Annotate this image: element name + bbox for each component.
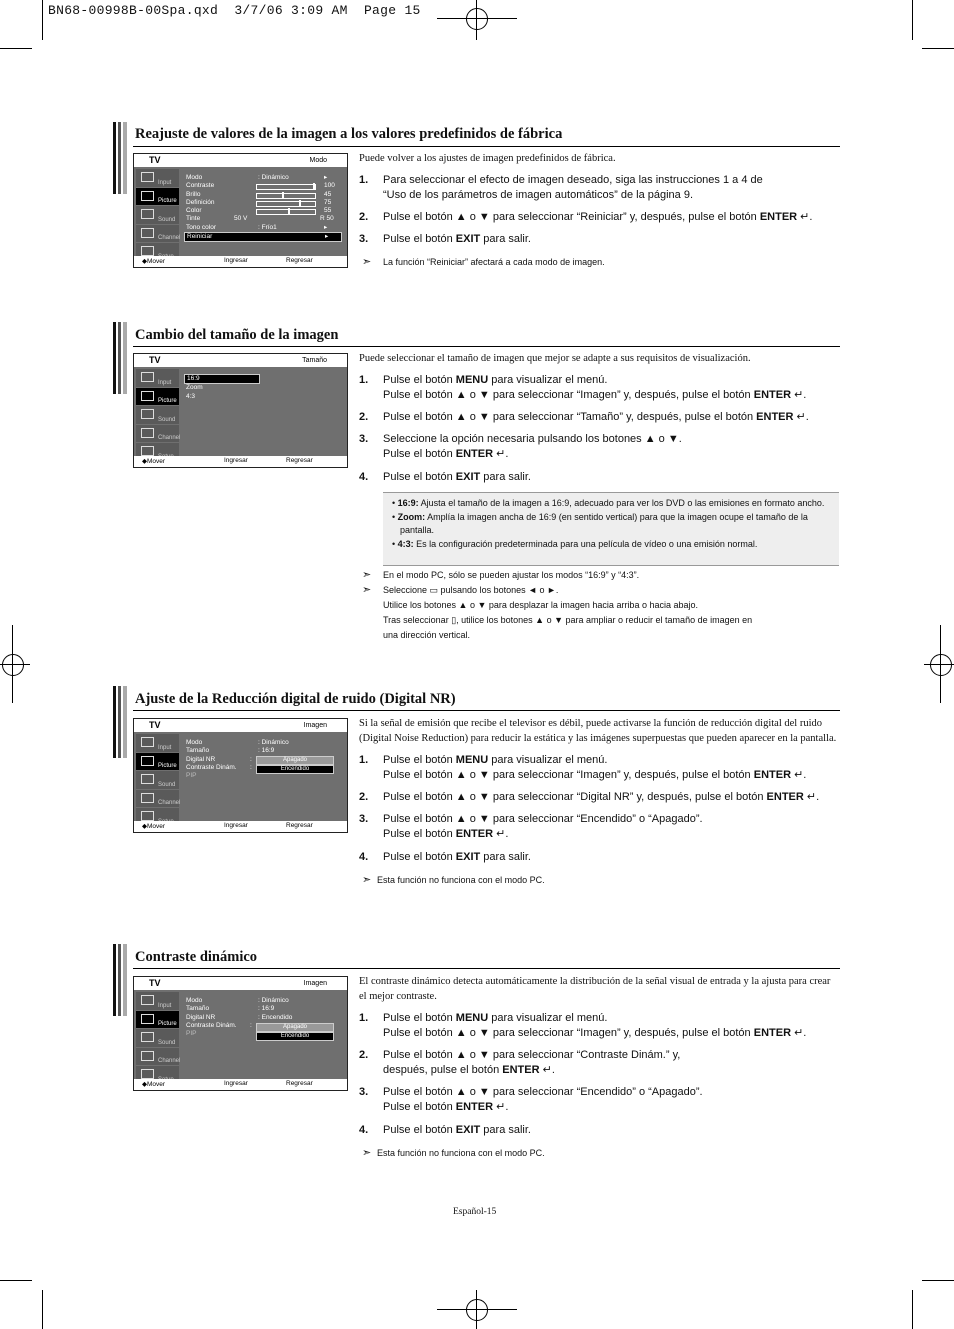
enter-key: ENTER (455, 1101, 494, 1113)
step-text: para visualizar el menú. (488, 754, 608, 766)
step-text: Pulse el botón ▲ o ▼ para seleccionar “Tamaño” y, después, pulse el botón (383, 411, 757, 423)
step-num: 3. (359, 813, 369, 825)
osd-key: Contraste Dinám. (186, 763, 237, 771)
osd-footer (134, 821, 347, 832)
osd-footer (134, 1079, 347, 1090)
osd-footer (134, 456, 347, 467)
osd-side-label: Picture (158, 198, 177, 204)
enter-key: ENTER (753, 769, 792, 781)
info-text: Es la configuración predeterminada para una película de vídeo o una emisión normal. (413, 538, 758, 549)
osd-foot: Regresar (286, 457, 313, 464)
channel-icon (141, 428, 154, 438)
osd-sidebar (136, 369, 179, 462)
info-box (383, 492, 839, 566)
step (359, 1123, 839, 1138)
osd-menu (184, 374, 260, 401)
osd-menu (184, 997, 342, 1038)
intro: El contraste dinámico detecta automáticamente la distribución de la señal visual de entrada y la ajusta para crear el mejor contraste. (359, 976, 831, 1002)
registration-line (476, 1290, 477, 1329)
osd-side-label: Picture (158, 398, 177, 404)
step-num: 2. (359, 791, 369, 803)
menu-key: MENU (455, 754, 489, 766)
enter-icon: ↵ (794, 769, 804, 781)
step-text: Pulse el botón (383, 1124, 456, 1136)
arrow-icon: ➣ (362, 584, 372, 596)
osd-option: Encendido (256, 1032, 334, 1041)
section-title: Cambio del tamaño de la imagen (135, 327, 339, 343)
step-text: Pulse el botón ▲ o ▼ para seleccionar “Imagen” y, después, pulse el botón (383, 1027, 754, 1039)
step-text: Pulse el botón ▲ o ▼ para seleccionar “Encendido” o “Apagado”. (383, 1086, 703, 1098)
note (359, 568, 839, 583)
info-text: Amplía la imagen ancha de 16:9 (en sentido vertical) para que la imagen ocupe el tamaño de la pantalla. (400, 511, 808, 535)
input-icon (141, 737, 154, 747)
step: 2. Pulse el botón ▲ o ▼ para seleccionar “Digital NR” y, después, pulse el botón ENTER ↵. (359, 791, 820, 803)
osd-key: Modo (186, 174, 203, 181)
registration-mark (466, 8, 488, 30)
osd-val: : Dinámico (258, 997, 289, 1004)
setup-icon (141, 246, 154, 256)
step-num: 1. (359, 374, 369, 386)
step-text: para visualizar el menú. (488, 1012, 608, 1024)
osd-num: 100 (324, 182, 335, 190)
osd-key: Brillo (186, 190, 201, 198)
tv-osd-screenshot (133, 153, 348, 268)
registration-mark (930, 654, 952, 676)
osd-key: Tono color (186, 223, 216, 231)
osd-header: Tamaño (302, 357, 327, 364)
file-header: BN68-00998B-00Spa.qxd 3/7/06 3:09 AM Page 15 (48, 3, 421, 18)
step-text: Pulse el botón ▲ o ▼ para seleccionar “Encendido” o “Apagado”. (383, 813, 703, 825)
section-bar (113, 944, 127, 1016)
crop-mark (922, 48, 954, 49)
enter-key: ENTER (502, 1064, 540, 1076)
step: 1. Pulse el botón MENU para visualizar el menú. Pulse el botón ▲ o ▼ para seleccionar “Imagen” y, después, pulse el botón ENTER ↵. (359, 374, 807, 401)
step: 2. Pulse el botón ▲ o ▼ para seleccionar “Tamaño” y, después, pulse el botón ENTER ↵. (359, 411, 809, 423)
note (359, 873, 839, 888)
registration-mark (2, 654, 24, 676)
info-key: 16:9: (397, 498, 419, 508)
step-text: Pulse el botón ▲ o ▼ para seleccionar “Contraste Dinám.” y, (383, 1049, 681, 1061)
step-text: Pulse el botón (383, 374, 456, 386)
osd-val: : Frío1 (258, 223, 277, 231)
section-rule (133, 968, 840, 969)
exit-key: EXIT (455, 851, 481, 863)
channel-icon (141, 228, 154, 238)
arrow-icon: ➣ (362, 569, 372, 581)
osd-side-label: Picture (158, 1021, 177, 1027)
section-bar (113, 686, 127, 758)
note-text: En el modo PC, sólo se pueden ajustar los modos “16:9” y “4:3”. (383, 570, 640, 580)
step-num: 2. (359, 411, 369, 423)
info-item: • Zoom: Amplía la imagen ancha de 16:9 (en sentido vertical) para que la imagen ocupe el tamaño de la pantalla. (392, 511, 808, 535)
osd-slider-knob (313, 183, 315, 190)
osd-num: ▸ (324, 223, 328, 231)
info-text: Ajusta el tamaño de la imagen a 16:9, adecuado para ver los DVD o las emisiones en formato ancho. (418, 498, 825, 508)
crop-mark (42, 0, 43, 40)
osd-slider-knob (288, 208, 290, 215)
registration-mark (466, 1299, 488, 1321)
registration-line (437, 18, 517, 19)
osd-key: Zoom (186, 384, 203, 392)
channel-icon (141, 793, 154, 803)
enter-icon: ↵ (796, 411, 806, 423)
section-bar (113, 322, 127, 394)
osd-option: Apagado (256, 1023, 334, 1032)
arrow-icon: ➣ (362, 1147, 372, 1159)
step-num: 2. (359, 211, 369, 223)
step-text: para salir. (480, 851, 531, 863)
step (359, 232, 839, 247)
registration-line (940, 625, 941, 703)
osd-key: Definición (186, 198, 215, 206)
osd-sidebar (136, 734, 179, 827)
step-text: Seleccione la opción necesaria pulsando los botones ▲ o ▼. (383, 433, 682, 445)
input-icon (141, 372, 154, 382)
step-text: para salir. (480, 233, 531, 245)
setup-icon (141, 1069, 154, 1079)
osd-option: Encendido (256, 765, 334, 774)
step-num: 1. (359, 754, 369, 766)
crop-mark (912, 0, 913, 40)
step-text: Pulse el botón (383, 471, 456, 483)
osd-num: ▸ (325, 233, 329, 241)
step: 2. Pulse el botón ▲ o ▼ para seleccionar “Contraste Dinám.” y, después, pulse el botón ENTER ↵. (359, 1049, 681, 1076)
osd-slider-knob (299, 200, 301, 207)
osd-side-label: Channel (158, 435, 181, 441)
osd-num: 75 (324, 198, 332, 206)
section-title: Reajuste de valores de la imagen a los valores predefinidos de fábrica (135, 126, 563, 142)
osd-key: 16:9 (187, 375, 200, 382)
osd-slider (256, 201, 316, 207)
step-text: para salir. (480, 471, 531, 483)
osd-key: Contraste Dinám. (186, 1021, 237, 1029)
osd-side-label: Input (158, 1002, 172, 1009)
note-text: una dirección vertical. (383, 630, 471, 640)
osd-side-label: Input (158, 179, 172, 186)
enter-icon: ↵ (794, 1027, 804, 1039)
osd-val: : Dinámico (258, 739, 289, 746)
osd-key: Tinte (186, 215, 201, 223)
osd-val: : 16:9 (258, 1005, 275, 1013)
osd-num: 55 (324, 207, 332, 215)
picture-icon (141, 191, 154, 201)
osd-num: 45 (324, 190, 332, 198)
osd-header: Imagen (303, 722, 327, 729)
osd-val: : (250, 763, 252, 771)
osd-key: Digital NR (186, 1013, 216, 1021)
note (359, 613, 839, 628)
step-num: 3. (359, 1086, 369, 1098)
step (359, 173, 839, 203)
osd-foot: Regresar (286, 257, 313, 264)
osd-side-label: Sound (158, 1039, 176, 1046)
osd-val: : Dinámico (258, 174, 289, 181)
crop-mark (912, 1290, 913, 1329)
osd-foot: Regresar (286, 1080, 313, 1087)
step-text: Pulse el botón ▲ o ▼ para seleccionar “Digital NR” y, después, pulse el botón (383, 791, 767, 803)
step-num: 1. (359, 1012, 369, 1024)
osd-brand: TV (149, 155, 161, 165)
osd-menu (184, 174, 342, 242)
setup-icon (141, 811, 154, 821)
osd-key: Reiniciar (187, 233, 213, 241)
crop-mark (0, 1280, 32, 1281)
osd-slider (256, 184, 316, 190)
picture-icon (141, 756, 154, 766)
step-num: 4. (359, 1124, 369, 1136)
enter-key: ENTER (753, 389, 792, 401)
note-text: Seleccione ▭ pulsando los botones ◄ o ►. (383, 585, 559, 595)
osd-side-label: Sound (158, 781, 176, 788)
osd-val: : (250, 1021, 252, 1029)
osd-key: 4:3 (186, 392, 196, 400)
step (359, 470, 839, 485)
osd-brand: TV (149, 355, 161, 365)
intro: Puede volver a los ajustes de imagen predefinidos de fábrica. (359, 153, 616, 164)
osd-brand: TV (149, 978, 161, 988)
osd-header: Modo (309, 157, 327, 164)
step: 3. Pulse el botón ▲ o ▼ para seleccionar “Encendido” o “Apagado”. Pulse el botón ENTER ↵. (359, 813, 703, 840)
section-body (359, 351, 839, 485)
step-text: Pulse el botón (383, 828, 456, 840)
step-text: Pulse el botón ▲ o ▼ para seleccionar “Imagen” y, después, pulse el botón (383, 389, 754, 401)
osd-side-label: Channel (158, 235, 181, 241)
info-key: 4:3: (397, 538, 414, 549)
registration-line (476, 0, 477, 40)
step-text: para salir. (480, 1124, 531, 1136)
osd-val: : Encendido (258, 1013, 293, 1021)
info-key: Zoom: (397, 511, 426, 522)
sound-icon (141, 409, 154, 419)
osd-option: Apagado (256, 756, 334, 765)
osd-slider (256, 193, 316, 199)
enter-icon: ↵ (496, 1101, 506, 1113)
notes (359, 568, 839, 643)
osd-val: : (250, 755, 252, 763)
note (359, 598, 839, 613)
osd-menu (184, 739, 342, 780)
note (359, 628, 839, 643)
step: 3. Pulse el botón ▲ o ▼ para seleccionar “Encendido” o “Apagado”. Pulse el botón ENTER ↵. (359, 1086, 703, 1113)
input-icon (141, 995, 154, 1005)
tv-osd-screenshot (133, 718, 348, 833)
step-text: Pulse el botón ▲ o ▼ para seleccionar “Reiniciar” y, después, pulse el botón (383, 211, 760, 223)
exit-key: EXIT (455, 471, 481, 483)
crop-mark (42, 1290, 43, 1329)
step-text: Pulse el botón (383, 851, 456, 863)
arrow-icon: ➣ (362, 874, 372, 886)
note (359, 1146, 839, 1161)
osd-key: Tamaño (186, 1005, 210, 1013)
step-num: 4. (359, 851, 369, 863)
osd-num: R 50 (320, 215, 334, 223)
tv-osd-screenshot (133, 976, 348, 1091)
step (359, 210, 839, 225)
step-num: 2. (359, 1049, 369, 1061)
step-text: Para seleccionar el efecto de imagen deseado, siga las instrucciones 1 a 4 de (383, 174, 763, 186)
input-icon (141, 172, 154, 182)
registration-line (12, 625, 13, 703)
page-number: Español-15 (453, 1207, 497, 1217)
note-text: Esta función no funciona con el modo PC. (377, 1148, 545, 1158)
osd-slider-knob (282, 192, 284, 199)
osd-key: Contraste (186, 182, 215, 190)
enter-key: ENTER (756, 411, 794, 423)
step-text: Pulse el botón ▲ o ▼ para seleccionar “Imagen” y, después, pulse el botón (383, 769, 754, 781)
osd-header: Imagen (303, 980, 327, 987)
section-rule (133, 710, 840, 711)
step-num: 3. (359, 433, 369, 445)
registration-line (924, 664, 954, 665)
enter-key: ENTER (766, 791, 804, 803)
sound-icon (141, 774, 154, 784)
osd-key: PIP (186, 772, 197, 780)
section-body (359, 974, 839, 1161)
osd-key: Tamaño (186, 747, 210, 755)
channel-icon (141, 1051, 154, 1061)
enter-key: ENTER (455, 828, 494, 840)
step-num: 3. (359, 233, 369, 245)
setup-icon (141, 446, 154, 456)
enter-icon: ↵ (496, 448, 506, 460)
step (359, 850, 839, 865)
osd-foot: Ingresar (224, 1080, 248, 1087)
section-title: Contraste dinámico (135, 949, 258, 965)
osd-key: Modo (186, 739, 203, 746)
menu-key: MENU (455, 374, 489, 386)
enter-icon: ↵ (800, 211, 810, 223)
step-text: Pulse el botón (383, 1012, 456, 1024)
osd-foot: Ingresar (224, 822, 248, 829)
exit-key: EXIT (455, 1124, 481, 1136)
osd-side-label: Sound (158, 416, 176, 423)
osd-key: PIP (186, 1030, 197, 1038)
intro: Puede seleccionar el tamaño de imagen que mejor se adapte a sus requisitos de visualización. (359, 353, 751, 364)
info-item: • 16:9: Ajusta el tamaño de la imagen a 16:9, adecuado para ver los DVD o las emisiones en formato ancho. (392, 498, 825, 508)
registration-line (0, 664, 30, 665)
osd-key: Modo (186, 997, 203, 1004)
osd-val: 50 V (234, 215, 248, 223)
step-text: “Uso de los parámetros de imagen automáticos” de la página 9. (383, 189, 694, 201)
osd-val: : 16:9 (258, 747, 275, 755)
section-rule (133, 346, 840, 347)
step: 1. Pulse el botón MENU para visualizar el menú. Pulse el botón ▲ o ▼ para seleccionar “Imagen” y, después, pulse el botón ENTER ↵. (359, 1012, 807, 1039)
exit-key: EXIT (455, 233, 481, 245)
osd-footer (134, 256, 347, 267)
osd-sidebar (136, 992, 179, 1085)
section-bar (113, 122, 127, 194)
osd-foot: Regresar (286, 822, 313, 829)
section-rule (133, 146, 840, 147)
osd-side-label: Channel (158, 800, 181, 806)
step-text: . (809, 211, 813, 223)
osd-foot: ◆Mover (142, 823, 166, 830)
sound-icon (141, 209, 154, 219)
osd-foot: ◆Mover (142, 1081, 166, 1088)
section-body (359, 716, 839, 888)
osd-sidebar (136, 169, 179, 262)
note-text: Esta función no funciona con el modo PC. (377, 875, 545, 885)
note (359, 583, 839, 598)
note-text: La función “Reiniciar” afectará a cada modo de imagen. (383, 257, 605, 267)
step-text: después, pulse el botón (383, 1064, 503, 1076)
step-num: 1. (359, 174, 369, 186)
osd-side-label: Channel (158, 1058, 181, 1064)
step-text: Pulse el botón (383, 1101, 456, 1113)
enter-icon: ↵ (794, 389, 804, 401)
enter-key: ENTER (753, 1027, 792, 1039)
note-text: Tras seleccionar ▯, utilice los botones ▲ o ▼ para ampliar o reducir el tamaño de imagen en (383, 615, 753, 625)
step-text: Pulse el botón (383, 448, 456, 460)
section-title: Ajuste de la Reducción digital de ruido (Digital NR) (135, 691, 456, 707)
picture-icon (141, 1014, 154, 1024)
registration-line (437, 1309, 517, 1310)
step: 1. Pulse el botón MENU para visualizar el menú. Pulse el botón ▲ o ▼ para seleccionar “Imagen” y, después, pulse el botón ENTER ↵. (359, 754, 807, 781)
osd-key: Digital NR (186, 755, 216, 763)
note (359, 255, 839, 270)
osd-foot: ◆Mover (142, 458, 166, 465)
osd-side-label: Input (158, 379, 172, 386)
picture-icon (141, 391, 154, 401)
osd-foot: Ingresar (224, 257, 248, 264)
step-text: Pulse el botón (383, 754, 456, 766)
enter-key: ENTER (455, 448, 494, 460)
step-num: 4. (359, 471, 369, 483)
osd-brand: TV (149, 720, 161, 730)
info-item: • 4:3: Es la configuración predeterminada para una película de vídeo o una emisión normal. (392, 538, 758, 549)
note-text: Utilice los botones ▲ o ▼ para desplazar la imagen hacia arriba o hacia abajo. (383, 600, 698, 610)
osd-slider (256, 209, 316, 215)
menu-key: MENU (455, 1012, 489, 1024)
osd-foot: ◆Mover (142, 258, 166, 265)
osd-side-label: Sound (158, 216, 176, 223)
intro: Si la señal de emisión que recibe el televisor es débil, puede activarse la función de reducción digital del ruido (Digital Noise Reduction) para reducir la estática y las imágenes superpuestas que pueden aparecer en la pantalla. (359, 718, 837, 744)
step: 3. Seleccione la opción necesaria pulsando los botones ▲ o ▼. Pulse el botón ENTER ↵. (359, 433, 682, 460)
enter-icon: ↵ (542, 1064, 552, 1076)
step-text: Pulse el botón (383, 233, 456, 245)
enter-icon: ↵ (496, 828, 506, 840)
osd-foot: Ingresar (224, 457, 248, 464)
osd-key: Color (186, 207, 202, 215)
osd-side-label: Picture (158, 763, 177, 769)
crop-mark (922, 1280, 954, 1281)
tv-osd-screenshot (133, 353, 348, 468)
step-text: para visualizar el menú. (488, 374, 608, 386)
enter-icon: ↵ (806, 791, 817, 803)
osd-side-label: Input (158, 744, 172, 751)
section-body (359, 151, 839, 270)
arrow-icon: ➣ (362, 256, 372, 268)
enter-key: ENTER (759, 211, 798, 223)
sound-icon (141, 1032, 154, 1042)
osd-num: ▸ (324, 174, 328, 181)
crop-mark (0, 48, 32, 49)
